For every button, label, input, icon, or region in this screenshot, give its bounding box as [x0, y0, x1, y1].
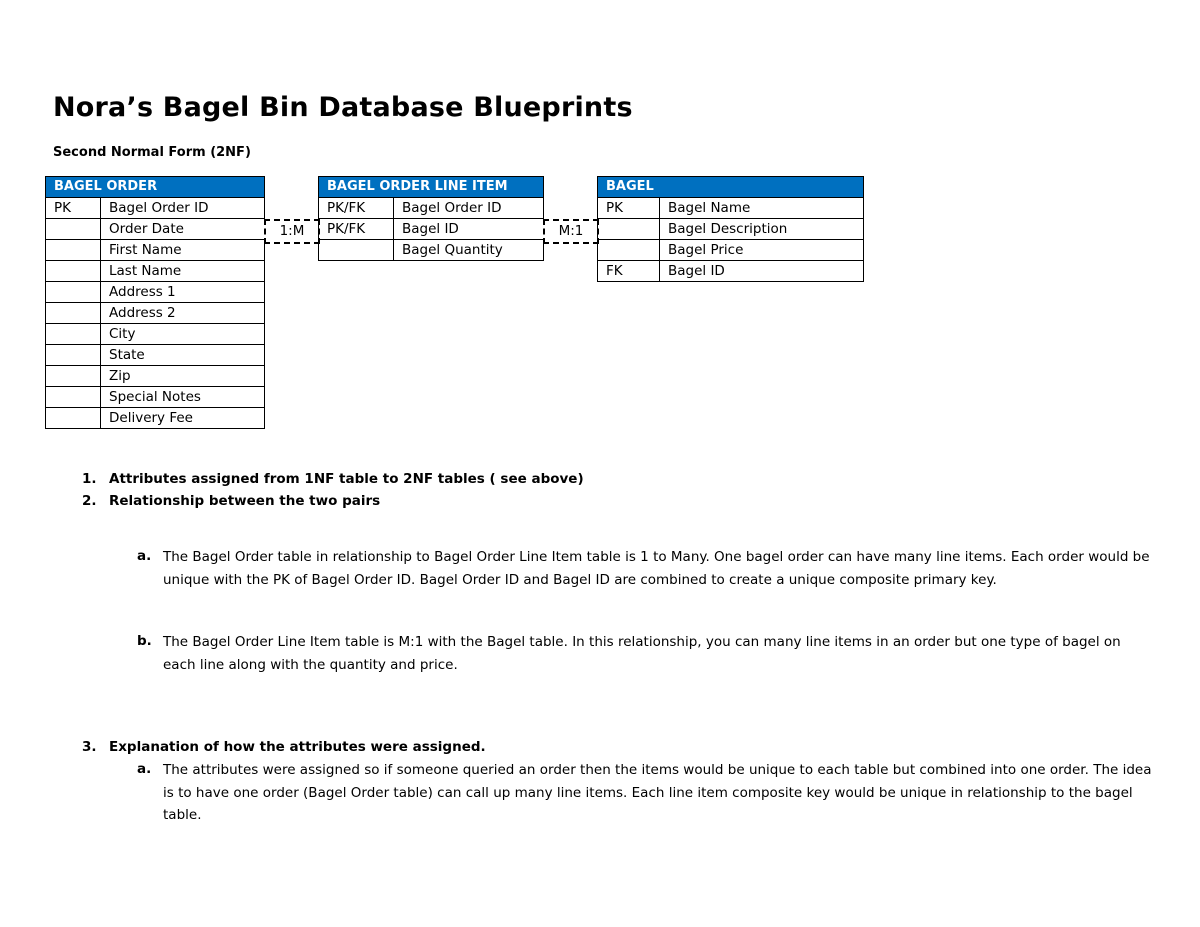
table-row [598, 261, 864, 282]
attribute-cell: Delivery Fee [101, 408, 265, 429]
table-row [46, 345, 265, 366]
key-cell [598, 219, 660, 240]
attribute-cell: Bagel Description [660, 219, 864, 240]
key-cell: FK [598, 261, 660, 282]
attribute-cell: Last Name [101, 261, 265, 282]
list-number: 3. [82, 739, 97, 755]
sublist-item: The Bagel Order table in relationship to Bagel Order Line Item table is 1 to Many. One bagel order can have many line items. Each order would be unique with the PK of Bagel Order ID. Bagel Order ID and Bagel ID are combined to create a unique composite primary key. [163, 549, 1150, 588]
key-cell [598, 240, 660, 261]
key-cell: PK [46, 198, 101, 219]
key-cell [46, 303, 101, 324]
attribute-cell: Bagel Price [660, 240, 864, 261]
key-cell [46, 219, 101, 240]
attribute-cell: State [101, 345, 265, 366]
sublist-item: The attributes were assigned so if someone queried an order then the items would be unique to each table but combined into one order. The idea is to have one order (Bagel Order table) can call up many line items. Each line item composite key would be unique in relationship to the bagel table. [163, 762, 1152, 823]
bagel-order-line-item-table [318, 176, 544, 261]
key-cell [46, 387, 101, 408]
table-row [319, 198, 544, 219]
sublist-letter: a. [137, 548, 152, 564]
table-header: BAGEL [598, 177, 864, 198]
attribute-cell: Address 2 [101, 303, 265, 324]
key-cell: PK/FK [319, 198, 394, 219]
table-row [46, 198, 265, 219]
table-row [319, 240, 544, 261]
sublist-letter: a. [137, 761, 152, 777]
attribute-cell: Bagel Order ID [101, 198, 265, 219]
key-cell [46, 366, 101, 387]
key-cell [46, 345, 101, 366]
table-row [46, 324, 265, 345]
attribute-cell: Address 1 [101, 282, 265, 303]
key-cell [46, 261, 101, 282]
key-cell [319, 240, 394, 261]
list-number: 1. [82, 471, 97, 487]
relationship-one-to-many: 1:M [264, 219, 320, 244]
table-header: BAGEL ORDER [46, 177, 265, 198]
table-row [319, 219, 544, 240]
attribute-cell: City [101, 324, 265, 345]
bagel-table [597, 176, 864, 282]
attribute-cell: Bagel ID [394, 219, 544, 240]
attribute-cell: Bagel Name [660, 198, 864, 219]
attribute-cell: Bagel ID [660, 261, 864, 282]
section-subtitle: Second Normal Form (2NF) [53, 145, 251, 160]
key-cell [46, 324, 101, 345]
attribute-cell: Special Notes [101, 387, 265, 408]
table-row [46, 303, 265, 324]
table-row [46, 282, 265, 303]
table-row [598, 219, 864, 240]
attribute-cell: Zip [101, 366, 265, 387]
sublist-letter: b. [137, 633, 152, 649]
relationship-many-to-one: M:1 [543, 219, 599, 244]
table-row [46, 240, 265, 261]
list-item: Explanation of how the attributes were assigned. [109, 739, 486, 755]
attribute-cell: Bagel Order ID [394, 198, 544, 219]
table-row [46, 261, 265, 282]
page-title: Nora’s Bagel Bin Database Blueprints [53, 92, 633, 123]
table-header: BAGEL ORDER LINE ITEM [319, 177, 544, 198]
table-row [46, 366, 265, 387]
key-cell [46, 282, 101, 303]
list-item: Relationship between the two pairs [109, 493, 381, 509]
attribute-cell: Order Date [101, 219, 265, 240]
list-number: 2. [82, 493, 97, 509]
list-item: Attributes assigned from 1NF table to 2NF tables ( see above) [109, 471, 584, 487]
bagel-order-table [45, 176, 265, 429]
key-cell [46, 408, 101, 429]
table-row [598, 198, 864, 219]
key-cell: PK/FK [319, 219, 394, 240]
attribute-cell: First Name [101, 240, 265, 261]
sublist-item: The Bagel Order Line Item table is M:1 with the Bagel table. In this relationship, you can many line items in an order but one type of bagel on each line along with the quantity and price. [163, 634, 1121, 673]
attribute-cell: Bagel Quantity [394, 240, 544, 261]
table-row [46, 219, 265, 240]
key-cell: PK [598, 198, 660, 219]
table-row [46, 387, 265, 408]
table-row [598, 240, 864, 261]
key-cell [46, 240, 101, 261]
table-row [46, 408, 265, 429]
